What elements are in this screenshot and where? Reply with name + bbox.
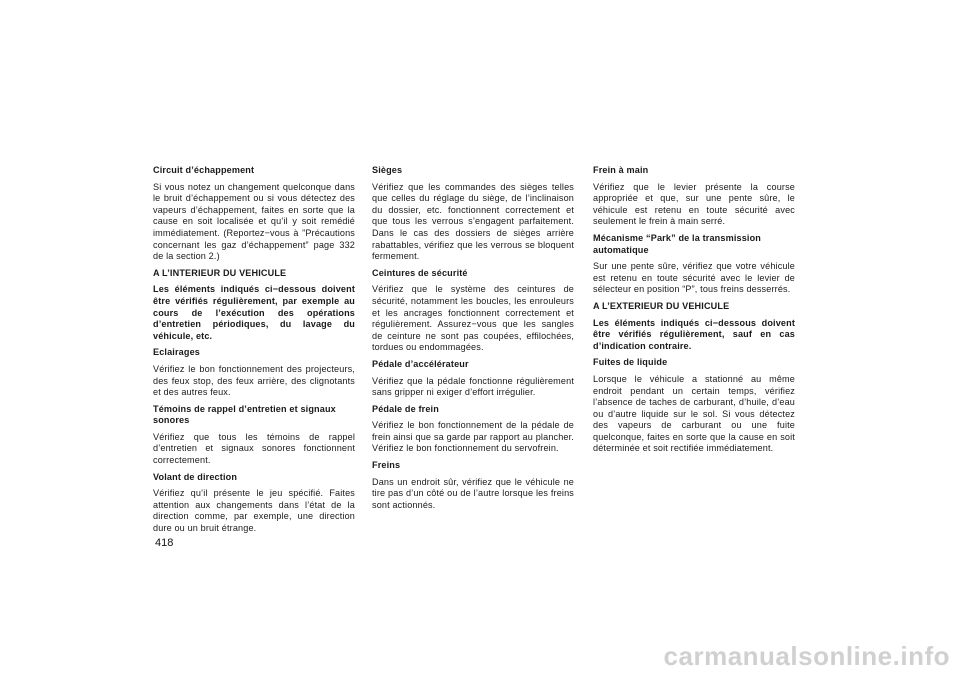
- paragraph: Vérifiez que les commandes des sièges telles que celles du réglage du siège, de l’inclinaison du dossier, etc. fonctionnent correctement et que tous les verrous s’engagent parfaitement. Dans le cas des dossiers de sièges arrière rabattables, vérifiez que les verrous se bloquent fermement.: [372, 181, 574, 262]
- subheading: Pédale de frein: [372, 403, 439, 414]
- text-column-3: [593, 165, 795, 460]
- subheading: Fuites de liquide: [593, 357, 668, 368]
- paragraph: Vérifiez que le système des ceintures de sécurité, notamment les boucles, les enrouleurs et les ancrages fonctionnent correctement et régulièrement. Assurez−vous que les sangles de ceinture ne sont pas coupées, effilochées, tordues ou endommagées.: [372, 284, 574, 353]
- text-column-1: [153, 165, 355, 540]
- paragraph: Sur une pente sûre, vérifiez que votre véhicule est retenu en toute sécurité avec le levier de sélecteur en position “P”, tous freins desserrés.: [593, 261, 795, 295]
- paragraph: Vérifiez le bon fonctionnement de la pédale de frein ainsi que sa garde par rapport au plancher. Vérifiez le bon fonctionnement du servofrein.: [372, 420, 574, 454]
- text-column-2: [372, 165, 574, 516]
- subheading: Volant de direction: [153, 471, 238, 482]
- section-title: A L’INTERIEUR DU VEHICULE: [153, 267, 287, 278]
- paragraph: Si vous notez un changement quelconque dans le bruit d’échappement ou si vous détectez des vapeurs d’échappement, faites en sorte que la cause en soit localisée et qu’il y soit remédié immédiatement. (Reportez−vous à ”Précautions concernant les gaz d’échappement” page 332 de la section 2.): [153, 181, 355, 262]
- subheading: Eclairages: [153, 347, 200, 358]
- subheading: Ceintures de sécurité: [372, 267, 468, 278]
- section-title: A L’EXTERIEUR DU VEHICULE: [593, 300, 730, 311]
- subheading: Mécanisme “Park” de la transmission automatique: [593, 232, 761, 255]
- subheading: Pédale d’accélérateur: [372, 358, 469, 369]
- lead-paragraph: Les éléments indiqués ci−dessous doivent être vérifiés régulièrement, sauf en cas d’indication contraire.: [593, 317, 795, 351]
- paragraph: Lorsque le véhicule a stationné au même endroit pendant un certain temps, vérifiez l’absence de taches de carburant, d’huile, d’eau ou d’autre liquide sur le sol. Si vous détectez des vapeurs de carburant ou une fuite quelconque, faites en sorte que la cause en soit déterminée et soit rectifiée immédiatement.: [593, 373, 795, 454]
- watermark: carmanualsonline.info: [663, 641, 950, 671]
- subheading: Sièges: [372, 165, 403, 175]
- subheading: Freins: [372, 460, 401, 471]
- paragraph: Vérifiez qu’il présente le jeu spécifié. Faites attention aux changements dans l’état de la direction comme, par exemple, une direction dure ou un bruit étrange.: [153, 488, 355, 534]
- subheading: Frein à main: [593, 165, 649, 175]
- paragraph: Vérifiez que tous les témoins de rappel d’entretien et signaux sonores fonctionnent correctement.: [153, 431, 355, 466]
- subheading: Circuit d’échappement: [153, 165, 255, 175]
- paragraph: Vérifiez que la pédale fonctionne régulièrement sans gripper ni exiger d’effort irrégulier.: [372, 375, 574, 398]
- paragraph: Dans un endroit sûr, vérifiez que le véhicule ne tire pas d’un côté ou de l’autre lorsque les freins sont actionnés.: [372, 476, 574, 510]
- lead-paragraph: Les éléments indiqués ci−dessous doivent être vérifiés régulièrement, par exemple au cours de l’exécution des opérations d’entretien périodiques, du lavage du véhicule, etc.: [153, 284, 355, 341]
- paragraph: Vérifiez que le levier présente la course appropriée et que, sur une pente sûre, le véhicule est retenu en toute sécurité avec seulement le frein à main serré.: [593, 181, 795, 227]
- page-number: 418: [155, 537, 174, 549]
- subheading: Témoins de rappel d’entretien et signaux sonores: [153, 403, 336, 426]
- paragraph: Vérifiez le bon fonctionnement des projecteurs, des feux stop, des feux arrière, des clignotants et des autres feux.: [153, 363, 355, 398]
